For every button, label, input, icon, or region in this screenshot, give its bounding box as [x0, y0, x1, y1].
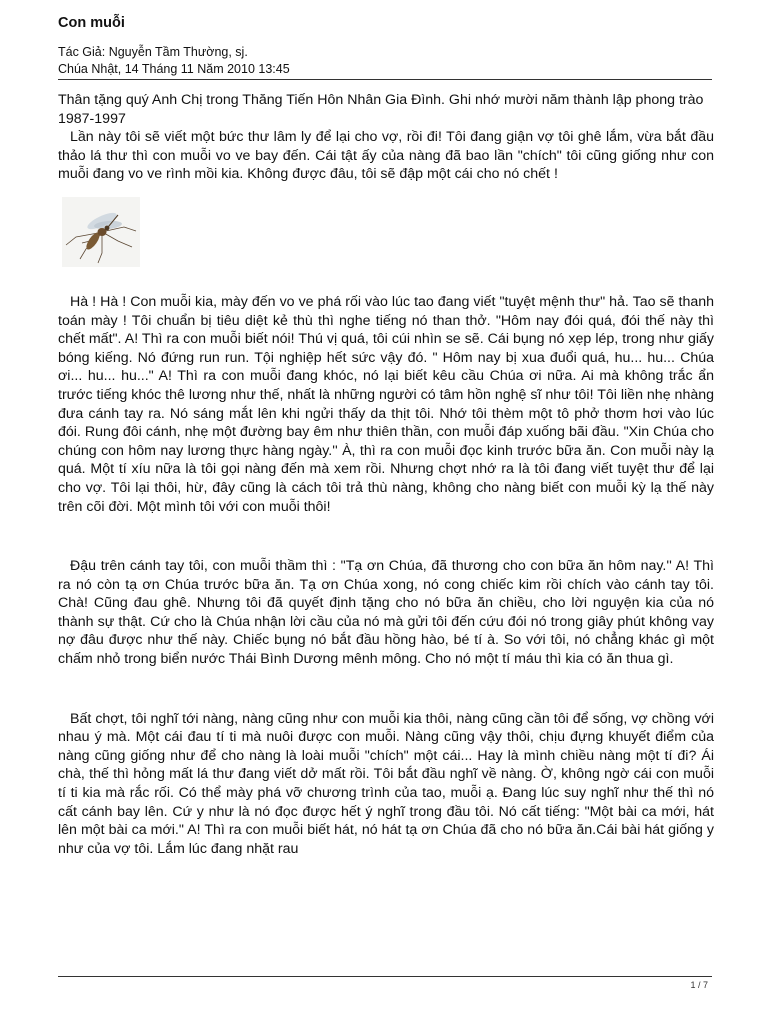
page-title: Con muỗi: [58, 15, 125, 31]
article-body: [58, 91, 714, 858]
paragraph-2: Hà ! Hà ! Con muỗi kia, mày đến vo ve phá rối vào lúc tao đang viết "tuyệt mệnh thư" hả. Tao sẽ thanh toán mày ! Tôi chuẩn bị tiêu diệt kẻ thù thì nghe tiếng nó than thở. "Hôm nay đói quá, đói thế này thì chết mất". A! Thì ra con muỗi biết nói! Thú vị quá, tôi cúi nhìn se sẽ. Cái bụng nó xẹp lép, trong như giấy bóng kiếng. Nó đứng run run. Tội nghiệp hết sức vậy đó. " Hôm nay bị xua đuổi quá, hu... hu... Chúa ơi... hu... hu..." A! Thì ra con muỗi đang khóc, nó lại biết kêu cầu Chúa ơi nữa. Ai mà không trắc ẩn trước tiếng khóc thê lương như thế, nhất là những người có tâm hồn nghệ sĩ như tôi! Tôi liền nhẹ nhàng đưa cánh tay ra. Nó sáng mắt lên khi ngửi thấy da thịt tôi. Nhớ tôi thèm một tô phở thơm hơi vào lúc đói. Rung đôi cánh, nhẹ một đường bay êm như thiên thần, con muỗi đáp xuống bãi đầu. "Xin Chúa cho chúng con hôm nay lương thực hàng ngày.'' À, thì ra con muỗi đọc kinh trước bữa ăn. Con muỗi này lạ quá. Một tí xíu nữa là tôi gọi nàng đến mà xem rồi. Nhưng chợt nhớ ra là tôi đang viết tuyệt thư để lại cho vợ. Tôi lại thôi, hừ, đây cũng là cách tôi trả thù nàng, không cho nàng biết con muỗi kỳ lạ thế này trên cõi đời. Một mình tôi với con muỗi thôi!: [58, 293, 714, 515]
paragraph-1: Lần này tôi sẽ viết một bức thư lâm ly để lại cho vợ, rồi đi! Tôi đang giận vợ tôi ghê lắm, vừa bắt đầu thảo lá thư thì con muỗi vo ve bay đến. Cái tật ấy của nàng đã bao lần "chích" tôi cũng giống như con muỗi đang vo ve rình mồi kia. Không được đâu, tôi sẽ đập một cái cho nó chết !: [58, 129, 714, 183]
author-line: Tác Giả: Nguyễn Tầm Thường, sj.: [58, 45, 248, 59]
paragraph-4: Bất chợt, tôi nghĩ tới nàng, nàng cũng như con muỗi kia thôi, nàng cũng cần tôi để sống, vợ chồng với nhau ý mà. Một cái đau tí ti mà nuôi được con muỗi. Nàng cũng vậy thôi, chịu đựng khuyết điểm của nàng cũng giống như để cho nàng là loài muỗi "chích" một cái... Hay là mình chiều nàng một tí đi? Ái chà, thế thì hỏng mất lá thư đang viết dở mất rồi. Tôi bắt đầu nghĩ về nàng. Ờ, không ngờ cái con muỗi tí ti kia mà rắc rối. Có thể mày phá vỡ chương trình của tao, muỗi ạ. Đang lúc suy nghĩ như thế thì nó cất cánh bay lên. Cứ y như là nó đọc được hết ý nghĩ trong đầu tôi. Nó cất tiếng: "Một bài ca mới, hát lên một bài ca mới." A! Thì ra con muỗi biết hát, nó hát tạ ơn Chúa đã cho nó bữa ăn.Cái bài hát giống y như của vợ tôi. Lắm lúc đang nhặt rau: [58, 710, 714, 857]
dedication-text: Thân tặng quý Anh Chị trong Thăng Tiến Hôn Nhân Gia Đình. Ghi nhớ mười năm thành lập phong trào 1987-1997: [58, 92, 704, 127]
date-line: Chúa Nhật, 14 Tháng 11 Năm 2010 13:45: [58, 62, 290, 76]
mosquito-image: [62, 197, 140, 267]
article-meta: [58, 44, 290, 78]
footer-divider: [58, 976, 712, 977]
paragraph-3: Đậu trên cánh tay tôi, con muỗi thầm thì : "Tạ ơn Chúa, đã thương cho con bữa ăn hôm nay.'' A! Thì ra nó còn tạ ơn Chúa trước bữa ăn. Tạ ơn Chúa xong, nó cong chiếc kim rồi chích vào cánh tay tôi. Chà! Cũng đau ghê. Nhưng tôi đã quyết định tặng cho nó bữa ăn chiều, cho lời nguyện kia của nó thành sự thật. Cứ cho là Chúa nhận lời cầu của nó mà gửi tôi đến cứu đói nó trong giây phút không vay nợ đâu được như thế này. Chiếc bụng nó bắt đầu hồng hào, bé tí à. So với tôi, nó chẳng khác gì một chấm nhỏ trong biển nước Thái Bình Dương mênh mông. Cho nó một tí máu thì kia có ăn thua gì.: [58, 558, 714, 668]
header-divider: [58, 79, 712, 80]
page-number: 1 / 7: [690, 980, 708, 990]
